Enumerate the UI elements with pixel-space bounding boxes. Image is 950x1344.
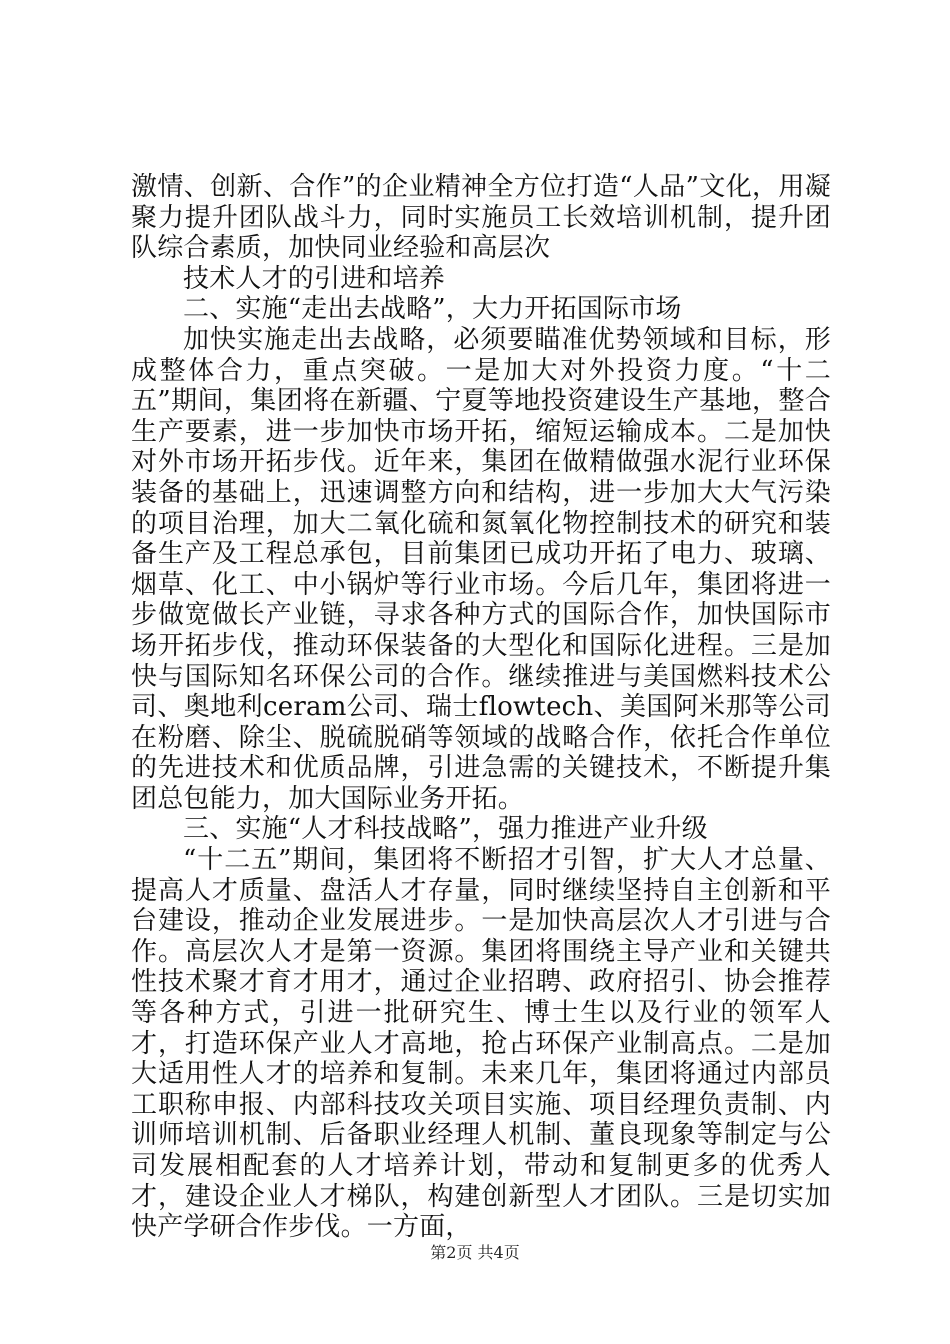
page-footer: 第2页 共4页	[430, 1243, 520, 1262]
document-body	[131, 172, 831, 1243]
paragraph-4: 加快实施走出去战略，必须要瞄准优势领域和目标，形成整体合力，重点突破。一是加大对外投资力度。“十二五”期间，集团将在新疆、宁夏等地投资建设生产基地，整合生产要素，进一步加快市场开拓，缩短运输成本。二是加快对外市场开拓步伐。近年来，集团在做精做强水泥行业环保装备的基础上，迅速调整方向和结构，进一步加大大气污染的项目治理，加大二氧化硫和氮氧化物控制技术的研究和装备生产及工程总承包，目前集团已成功开拓了电力、玻璃、烟草、化工、中小锅炉等行业市场。今后几年，集团将进一步做宽做长产业链，寻求各种方式的国际合作，加快国际市场开拓步伐，推动环保装备的大型化和国际化进程。三是加快与国际知名环保公司的合作。继续推进与美国燃料技术公司、奥地利ceram公司、瑞士flowtech、美国阿米那等公司在粉磨、除尘、脱硫脱硝等领域的战略合作，依托合作单位的先进技术和优质品牌，引进急需的关键技术，不断提升集团总包能力，加大国际业务开拓。	[131, 324, 831, 814]
section-heading-3: 三、实施“人才科技战略”，强力推进产业升级	[183, 814, 708, 845]
paragraph-6: “十二五”期间，集团将不断招才引智，扩大人才总量、提高人才质量、盘活人才存量，同时继续坚持自主创新和平台建设，推动企业发展进步。一是加快高层次人才引进与合作。高层次人才是第一资源。集团将围绕主导产业和关键共性技术聚才育才用才，通过企业招聘、政府招引、协会推荐等各种方式，引进一批研究生、博士生以及行业的领军人才，打造环保产业人才高地，抢占环保产业制高点。二是加大适用性人才的培养和复制。未来几年，集团将通过内部员工职称申报、内部科技攻关项目实施、项目经理负责制、内训师培训机制、后备职业经理人机制、董良现象等制定与公司发展相配套的人才培养计划，带动和复制更多的优秀人才，建设企业人才梯队，构建创新型人才团队。三是切实加快产学研合作步伐。一方面，	[131, 845, 831, 1243]
paragraph-2: 技术人才的引进和培养	[183, 263, 446, 294]
paragraph-1: 激情、创新、合作”的企业精神全方位打造“人品”文化，用凝聚力提升团队战斗力，同时实施员工长效培训机制，提升团队综合素质，加快同业经验和高层次	[131, 172, 831, 264]
section-heading-2: 二、实施“走出去战略”，大力开拓国际市场	[183, 294, 682, 325]
